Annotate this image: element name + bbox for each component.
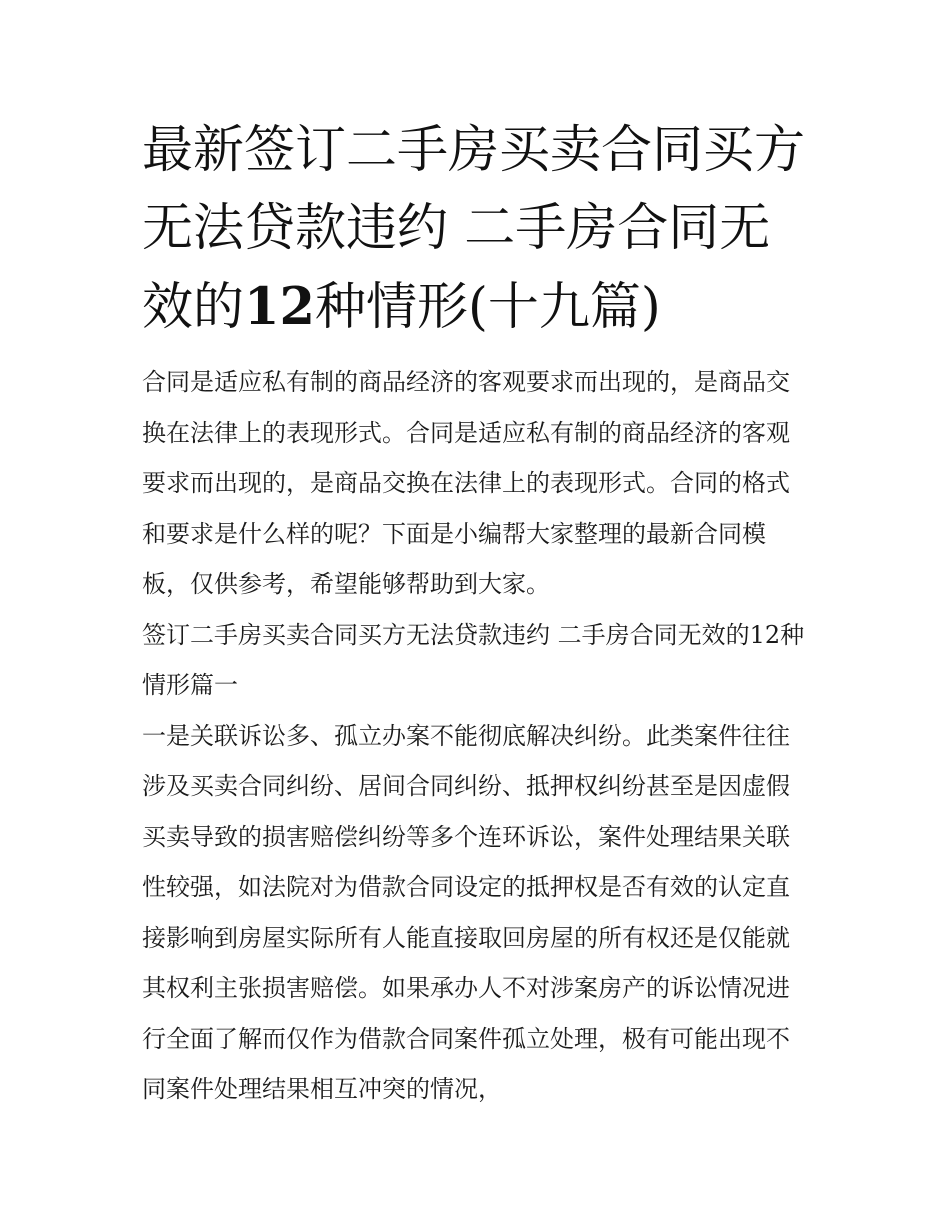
title-text-part2: 种情形(十九篇) [315, 278, 661, 337]
title-text-part1: 最新签订二手房买卖合同买方无法贷款违约 二手房合同无效的 [142, 121, 806, 337]
document-content [142, 112, 812, 1115]
intro-paragraph: 合同是适应私有制的商品经济的客观要求而出现的，是商品交换在法律上的表现形式。合同是适应私有制的商品经济的客观要求而出现的，是商品交换在法律上的表现形式。合同的格式和要求是什么样的呢？下面是小编帮大家整理的最新合同模板，仅供参考，希望能够帮助到大家。 [142, 368, 790, 598]
title-number: 12 [244, 277, 315, 337]
body-paragraph: 一是关联诉讼多、孤立办案不能彻底解决纠纷。此类案件往往涉及买卖合同纠纷、居间合同纠纷、抵押权纠纷甚至是因虚假买卖导致的损害赔偿纠纷等多个连环诉讼，案件处理结果关联性较强，如法院对为借款合同设定的抵押权是否有效的认定直接影响到房屋实际所有人能直接取回房屋的所有权还是仅能就其权利主张损害赔偿。如果承办人不对涉案房产的诉讼情况进行全面了解而仅作为借款合同案件孤立处理，极有可能出现不同案件处理结果相互冲突的情况， [142, 721, 790, 1103]
section-heading: 签订二手房买卖合同买方无法贷款违约 二手房合同无效的12种情形篇一 [142, 620, 805, 699]
document-title [142, 112, 812, 347]
